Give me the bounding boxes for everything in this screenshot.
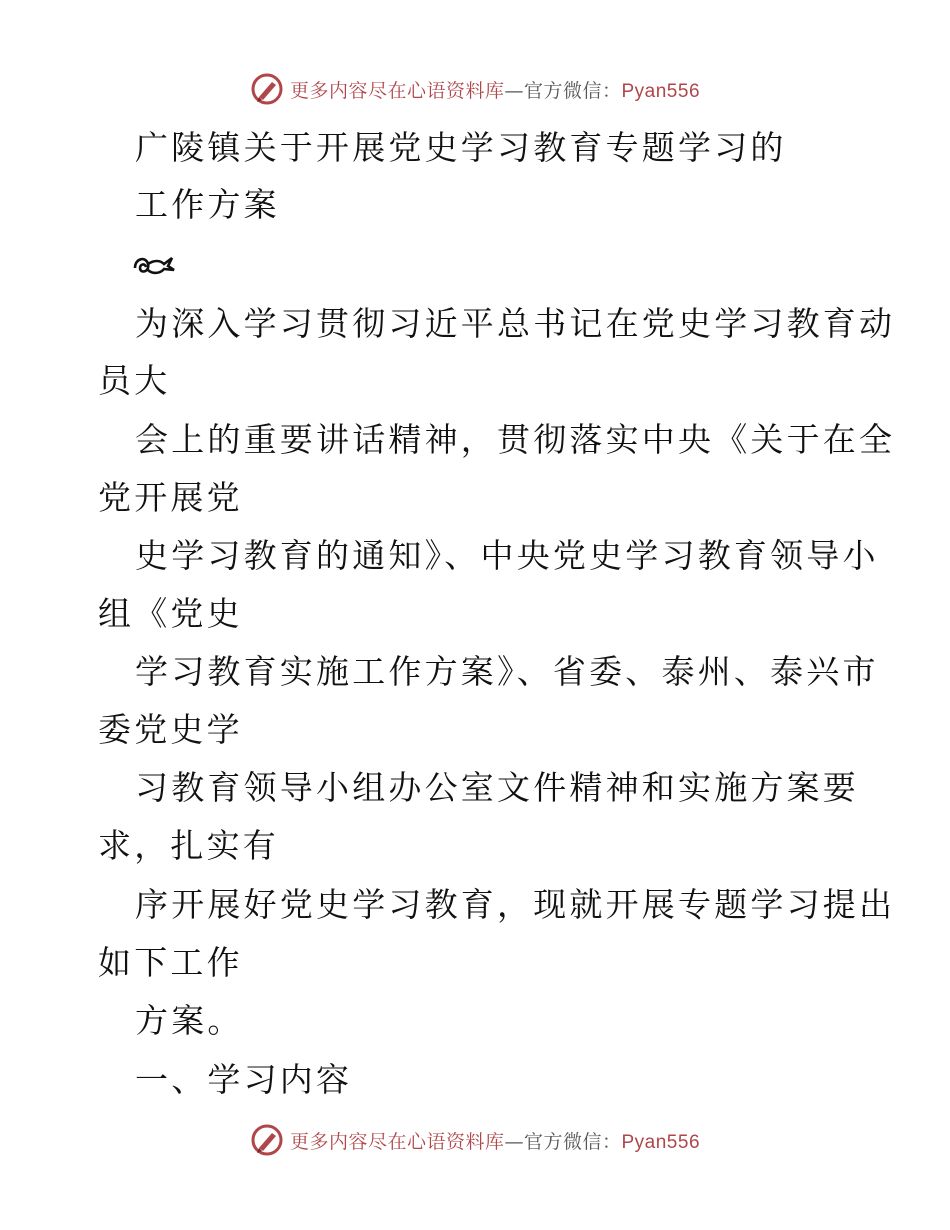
watermark-text: 更多内容尽在心语资料库—官方微信：Pyan556 — [289, 79, 701, 102]
paragraph-line: 学习教育实施工作方案》、省委、泰州、泰兴市 — [135, 652, 879, 691]
footer-watermark — [0, 1123, 950, 1157]
section-heading: 一、学习内容 — [135, 1060, 353, 1099]
watermark-text: 更多内容尽在心语资料库—官方微信：Pyan556 — [289, 1130, 701, 1153]
pen-logo-icon — [250, 72, 284, 106]
paragraph-line: 习教育领导小组办公室文件精神和实施方案要 — [135, 768, 859, 807]
paragraph-line: 为深入学习贯彻习近平总书记在党史学习教育动 — [135, 304, 896, 343]
paragraph-line: 党开展党 — [98, 478, 243, 517]
paragraph-line: 求，扎实有 — [98, 826, 279, 865]
paragraph-line: 方案。 — [135, 1001, 244, 1040]
decorative-flourish-icon — [132, 250, 176, 280]
document-title-line-2: 工作方案 — [135, 185, 280, 224]
paragraph-line: 如下工作 — [98, 943, 243, 982]
paragraph-line: 组《党史 — [98, 594, 243, 633]
header-watermark — [0, 72, 950, 106]
pen-logo-icon — [250, 1123, 284, 1157]
paragraph-line: 会上的重要讲话精神，贯彻落实中央《关于在全 — [135, 420, 896, 459]
paragraph-line: 史学习教育的通知》、中央党史学习教育领导小 — [135, 536, 879, 575]
paragraph-line: 序开展好党史学习教育，现就开展专题学习提出 — [135, 885, 896, 924]
paragraph-line: 员大 — [98, 361, 171, 400]
document-title-line-1: 广陵镇关于开展党史学习教育专题学习的 — [135, 128, 787, 167]
paragraph-line: 委党史学 — [98, 710, 243, 749]
